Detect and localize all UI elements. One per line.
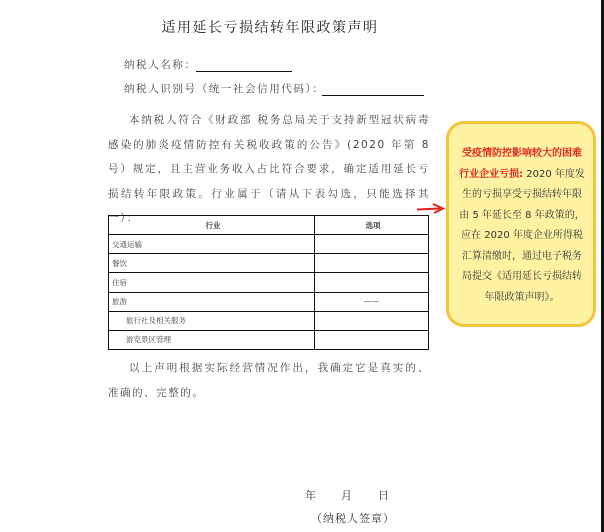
- option-cell: ——: [315, 292, 429, 311]
- table-row: [109, 273, 429, 292]
- option-cell[interactable]: [315, 235, 429, 254]
- industry-cell: 住宿: [109, 273, 315, 292]
- table-row: [109, 292, 429, 311]
- taxpayer-id-label: 纳税人识别号（统一社会信用代码）：: [124, 83, 325, 95]
- callout-body: 2020 年度发生的亏损享受亏损结转年限由 5 年延长至 8 年政策的，应在 2020 年度企业所得税汇算清缴时，通过电子税务局提交《适用延长亏损结转年限政策声明》。: [459, 168, 585, 303]
- industry-cell: 餐饮: [109, 254, 315, 273]
- option-cell[interactable]: [315, 254, 429, 273]
- industry-cell: 旅游: [109, 292, 315, 311]
- declaration-paragraph: 本纳税人符合《财政部 税务总局关于支持新型冠状病毒感染的肺炎疫情防控有关税收政策的公告》(2020 年第 8 号）规定，且主营业务收入占比符合要求，确定适用延长亏损结转年限政策。行业属于（请从下表勾选，只能选择其一）：: [108, 114, 430, 224]
- industry-cell: 交通运输: [109, 235, 315, 254]
- header-industry: 行业: [109, 216, 315, 235]
- table-row: [109, 235, 429, 254]
- header-option: 选项: [315, 216, 429, 235]
- date-day: 日: [378, 489, 389, 502]
- date-year: 年: [305, 489, 316, 502]
- document-title: 适用延长亏损结转年限政策声明: [161, 20, 379, 36]
- callout-highlight: 受疫情防控影响较大的困难行业企业亏损:: [459, 148, 582, 180]
- callout-note: [446, 121, 596, 327]
- option-cell[interactable]: [315, 330, 429, 349]
- option-cell[interactable]: [315, 311, 429, 330]
- arrow-right-icon: [416, 203, 446, 215]
- industry-cell: 游览景区管理: [109, 330, 315, 349]
- option-cell[interactable]: [315, 273, 429, 292]
- signature-label: （纳税人签章）: [311, 512, 395, 525]
- table-row: [109, 311, 429, 330]
- taxpayer-name-field[interactable]: [196, 71, 292, 72]
- industry-table: [108, 215, 429, 350]
- confirmation-paragraph: 以上声明根据实际经营情况作出，我确定它是真实的、准确的、完整的。: [108, 362, 430, 399]
- taxpayer-name-label: 纳税人名称：: [124, 59, 197, 71]
- table-header-row: [109, 216, 429, 235]
- table-row: [109, 330, 429, 349]
- table-row: [109, 254, 429, 273]
- date-month: 月: [341, 489, 352, 502]
- taxpayer-id-field[interactable]: [322, 95, 424, 96]
- industry-cell: 旅行社及相关服务: [109, 311, 315, 330]
